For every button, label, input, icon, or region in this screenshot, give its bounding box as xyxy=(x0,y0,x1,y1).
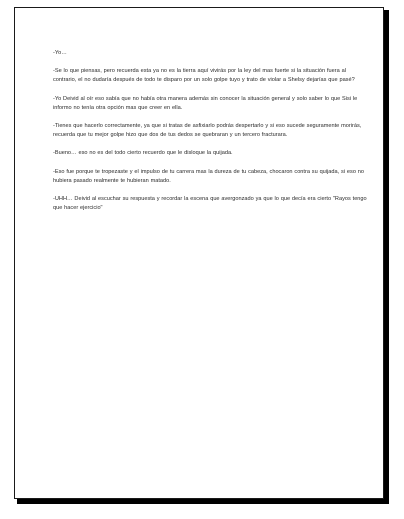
paragraph: -Se lo que piensas, pero recuerda esta ya no es la tierra aquí vivirás por la ley del mas fuerte si la situación fuera al contrario, el no dudaría después de todo te disparo por un solo golpe tuyo y trato de violar a Shelsy dejarías que pasé? xyxy=(53,68,355,84)
document-body xyxy=(53,49,367,222)
paragraph: -Eso fue porque te tropezaste y el impulso de tu carrera mas la dureza de tu cabeza, chocaron contra su quijada, si eso no hubiera pasado realmente te hubieran matado. xyxy=(53,168,364,184)
document-page xyxy=(14,7,384,499)
paragraph: -UHH… Deivid al escuchar su respuesta y recordar la escena que avergonzado ya que lo que decía era cierto "Rayos tengo que hacer ejercicio" xyxy=(53,196,367,212)
paragraph: -Yo Deivid al oír eso sabía que no había otra manera además sin conocer la situación general y solo saber lo que Sisi le informo no tenía otra opción mas que creer en ella. xyxy=(53,95,358,111)
paragraph: -Bueno… eso no es del todo cierto recuerdo que le disloque la quijada. xyxy=(53,150,233,157)
paragraph: -Yo… xyxy=(53,50,67,56)
paragraph: -Tienes que hacerlo correctamente, ya que si tratas de asfixiarlo podrás despertarlo y si eso sucede seguramente morirás, recuerda que tu mejor golpe hizo que dos de tus dedos se quebraran y un tercero fracturara. xyxy=(53,123,362,139)
